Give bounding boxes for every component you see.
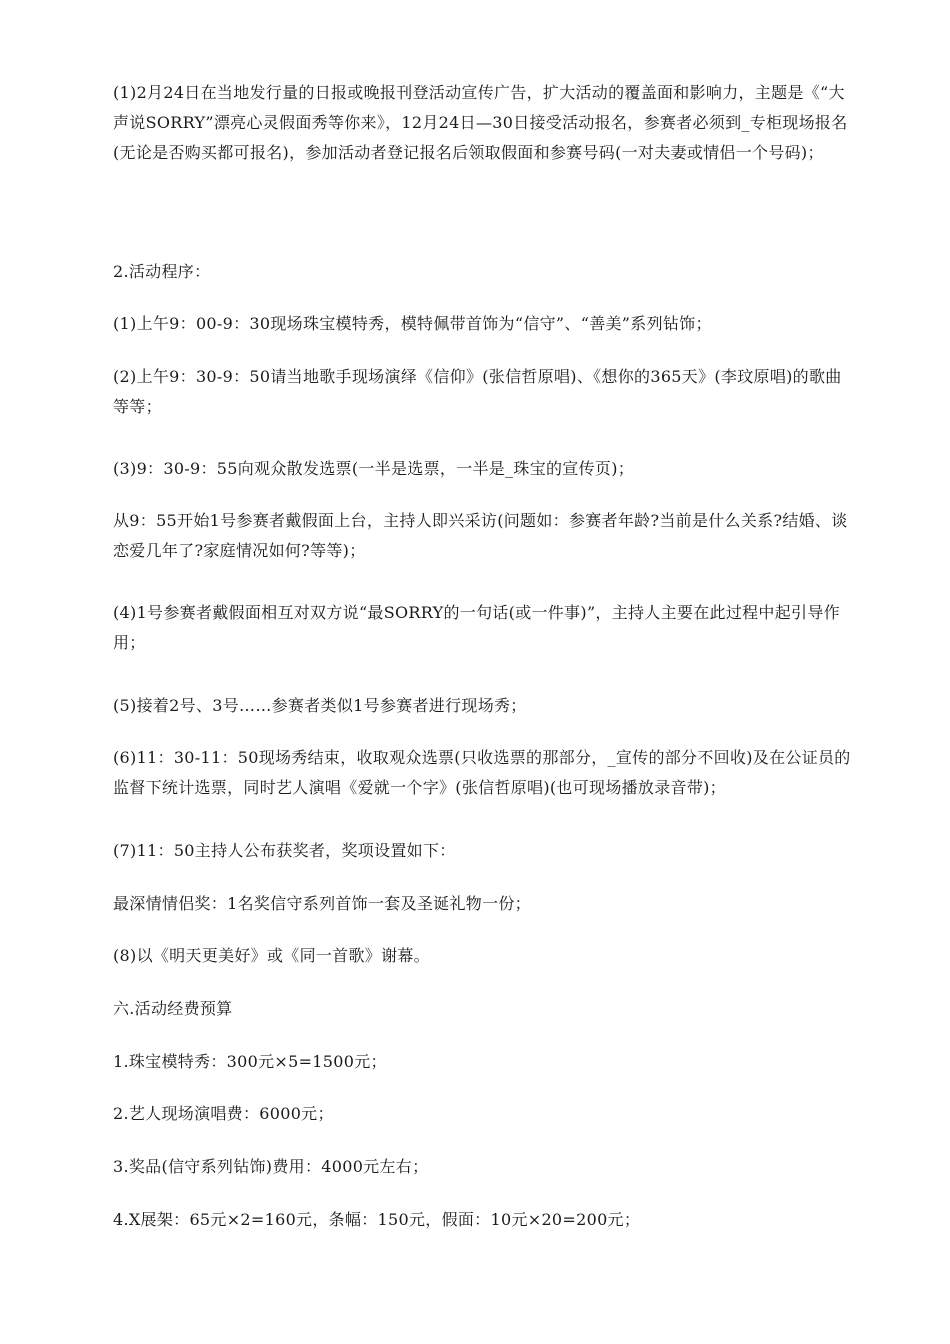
budget-item-4: 4.X展架：65元×2=160元，条幅：150元，假面：10元×20=200元； (113, 1210, 641, 1229)
paragraph-step-1: (1)上午9：00-9：30现场珠宝模特秀，模特佩带首饰为“信守”、“善美”系列钻饰； (113, 314, 712, 333)
paragraph-step-8: (8)以《明天更美好》或《同一首歌》谢幕。 (113, 946, 430, 965)
paragraph-step-2: (2)上午9：30-9：50请当地歌手现场演绎《信仰》(张信哲原唱)、《想你的365天》(李玟原唱)的歌曲等等； (113, 367, 842, 416)
budget-item-1: 1.珠宝模特秀：300元×5=1500元； (113, 1052, 387, 1071)
section-heading-budget: 六.活动经费预算 (113, 999, 233, 1018)
paragraph-interview: 从9：55开始1号参赛者戴假面上台，主持人即兴采访(问题如：参赛者年龄?当前是什么关系?结婚、谈恋爱几年了?家庭情况如何?等等)； (113, 511, 848, 560)
budget-item-3: 3.奖品(信守系列钻饰)费用：4000元左右； (113, 1157, 429, 1176)
paragraph-program-heading: 2.活动程序： (113, 262, 211, 281)
paragraph-step-6: (6)11：30-11：50现场秀结束，收取观众选票(只收选票的那部分，_宣传的部分不回收)及在公证员的监督下统计选票，同时艺人演唱《爱就一个字》(张信哲原唱)(也可现场播放录音带)； (113, 748, 851, 797)
paragraph-step-3: (3)9：30-9：55向观众散发选票(一半是选票，一半是_珠宝的宣传页)； (113, 459, 635, 478)
budget-item-2: 2.艺人现场演唱费：6000元； (113, 1104, 334, 1123)
paragraph-registration: (1)2月24日在当地发行量的日报或晚报刊登活动宣传广告，扩大活动的覆盖面和影响力，主题是《“大声说SORRY”漂亮心灵假面秀等你来》，12月24日—30日接受活动报名，参赛者必须到_专柜现场报名(无论是否购买都可报名)，参加活动者登记报名后领取假面和参赛号码(一对夫妻或情侣一个号码)； (113, 83, 848, 162)
paragraph-step-7: (7)11：50主持人公布获奖者，奖项设置如下： (113, 841, 456, 860)
paragraph-step-5: (5)接着2号、3号……参赛者类似1号参赛者进行现场秀； (113, 696, 527, 715)
paragraph-step-4: (4)1号参赛者戴假面相互对双方说“最SORRY的一句话(或一件事)”，主持人主要在此过程中起引导作用； (113, 603, 840, 652)
paragraph-award: 最深情情侣奖：1名奖信守系列首饰一套及圣诞礼物一份； (113, 894, 531, 913)
